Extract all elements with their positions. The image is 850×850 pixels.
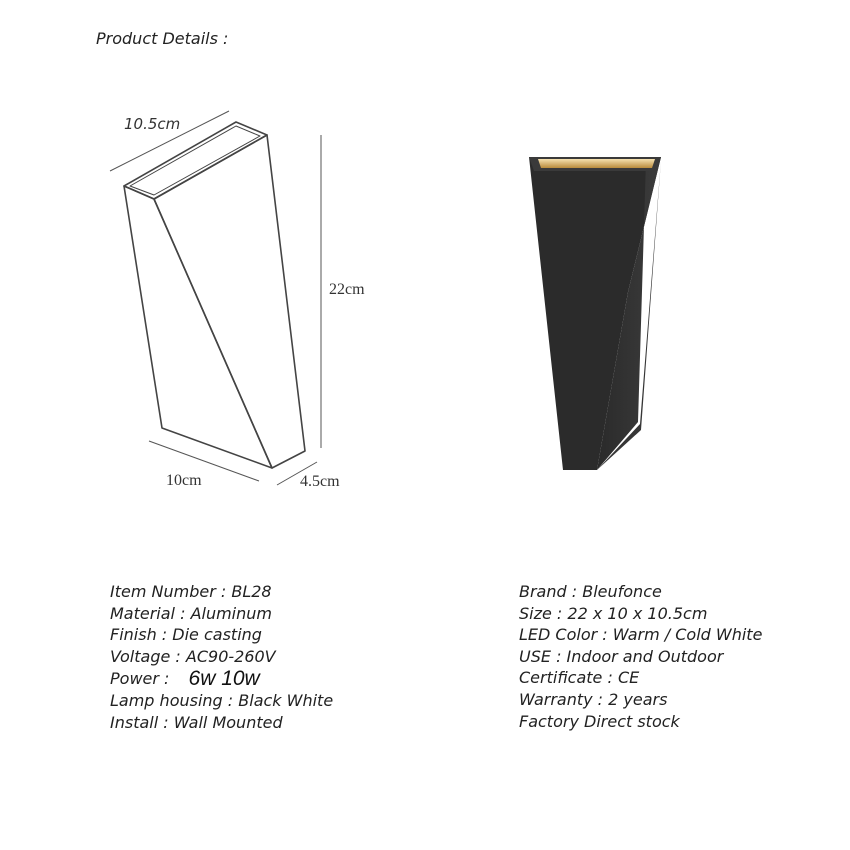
spec-power: Power : 6w 10w [110,667,260,691]
spec-led-color: LED Color : Warm / Cold White [519,625,763,645]
lamp-top-glow [538,159,655,168]
spec-warranty: Warranty : 2 years [519,689,668,709]
spec-brand: Brand : Bleufonce [519,582,662,601]
product-photo [529,157,661,470]
spec-size: Size : 22 x 10 x 10.5cm [519,603,708,623]
line-drawing [124,122,305,468]
specs-right [519,581,762,732]
page-title: Product Details : [96,29,229,48]
spec-factory-direct: Factory Direct stock [519,711,680,731]
drawing-top-inner [130,126,260,195]
drawing-side-face [154,135,305,468]
drawing-top-face [124,122,267,199]
spec-lamp-housing: Lamp housing : Black White [110,690,334,710]
dim-height-label: 22cm [329,281,365,298]
spec-certificate: Certificate : CE [519,668,640,688]
spec-finish: Finish : Die casting [110,625,262,645]
spec-material: Material : Aluminum [110,603,272,623]
spec-voltage: Voltage : AC90-260V [110,646,276,666]
dim-depth-label: 4.5cm [300,473,340,490]
spec-install: Install : Wall Mounted [110,712,283,732]
dim-length-label: 10.5cm [124,115,181,133]
specs-left [110,581,333,733]
dim-width-label: 10cm [166,472,202,489]
spec-power-value: 6w 10w [188,667,260,691]
spec-item-number: Item Number : BL28 [110,582,272,601]
spec-use: USE : Indoor and Outdoor [519,646,724,666]
drawing-front-face [124,186,272,468]
